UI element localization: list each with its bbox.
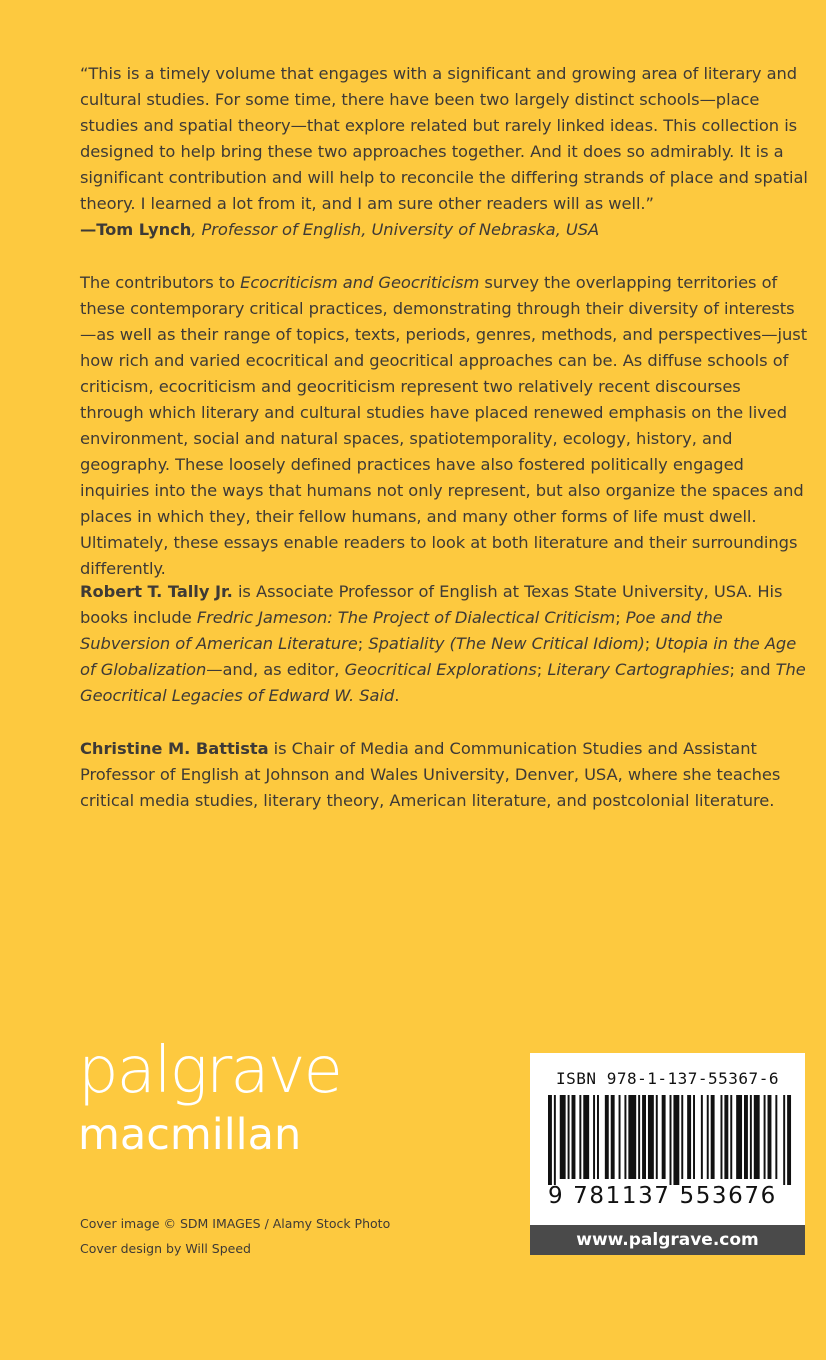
barcode-bar xyxy=(605,1095,609,1179)
publisher-logo-line1: palgrave xyxy=(78,1034,341,1108)
barcode-bar xyxy=(638,1095,640,1179)
barcode-bar xyxy=(624,1095,626,1179)
barcode-bar xyxy=(754,1095,760,1179)
barcode-bar xyxy=(687,1095,691,1179)
description-intro: The contributors to xyxy=(80,273,241,292)
tally-sep-6: ; and xyxy=(729,660,776,679)
tally-sep-1: ; xyxy=(615,608,626,627)
barcode-bar xyxy=(744,1095,748,1179)
barcode-bar xyxy=(768,1095,772,1179)
quote-text: “This is a timely volume that engages with a significant and growing area of literary and cultural studies. For some time, there have been two largely distinct schools—place studies and spatial theory—that explore related but rarely linked ideas. This collection is designed to help bring these two approaches together. And it does so admirably. It is a significant contribution and will help to reconcile the differing strands of place and spatial theory. I learned a lot from it, and I am sure other readers will as well.” xyxy=(80,64,808,213)
cover-credits xyxy=(80,1211,390,1261)
tally-sep-4: —and, as editor, xyxy=(206,660,345,679)
barcode-bar xyxy=(673,1095,679,1185)
tally-book-4: Utopia in the Age of Globalization xyxy=(80,634,797,679)
tally-book-1: Fredric Jameson: The Project of Dialectical Criticism xyxy=(196,608,616,627)
isbn-label: ISBN 978-1-137-55367-6 xyxy=(556,1069,779,1088)
barcode-bar xyxy=(572,1095,576,1179)
barcode-bar xyxy=(611,1095,615,1179)
barcode-bar xyxy=(711,1095,715,1179)
barcode-bar xyxy=(764,1095,766,1179)
barcode-bar xyxy=(554,1095,556,1185)
barcode-bar xyxy=(642,1095,646,1179)
barcode-bar xyxy=(656,1095,658,1179)
barcode-bar xyxy=(693,1095,695,1179)
barcode-bar xyxy=(670,1095,672,1185)
publisher-logo-line2: macmillan xyxy=(78,1110,302,1160)
barcode-bar xyxy=(783,1095,785,1185)
tally-sep-3: ; xyxy=(644,634,656,653)
publisher-url: www.palgrave.com xyxy=(530,1225,805,1255)
tally-sep-2: ; xyxy=(357,634,369,653)
author-bio-battista xyxy=(80,736,808,814)
tally-book-2: Poe and the Subversion of American Literature xyxy=(80,608,723,653)
barcode-bar xyxy=(701,1095,703,1179)
publisher-logo xyxy=(78,1035,341,1159)
barcode-bar xyxy=(724,1095,728,1179)
barcode-digits: 9 781137 553676 xyxy=(548,1183,777,1209)
barcode-bar xyxy=(730,1095,732,1179)
barcode-bar xyxy=(619,1095,621,1179)
tally-book-5: Geocritical Explorations xyxy=(344,660,537,679)
barcode-bar xyxy=(750,1095,752,1179)
tally-book-3: Spatiality (The New Critical Idiom) xyxy=(368,634,645,653)
barcode-bar xyxy=(593,1095,595,1179)
barcode-bar xyxy=(648,1095,654,1179)
quote-attribution-name: —Tom Lynch xyxy=(80,220,192,239)
barcode-bar xyxy=(579,1095,581,1179)
tally-name: Robert T. Tally Jr. xyxy=(80,582,233,601)
barcode-bar xyxy=(548,1095,552,1185)
quote-attribution-title: , Professor of English, University of Nebraska, USA xyxy=(191,220,600,239)
cover-image-credit: Cover image © SDM IMAGES / Alamy Stock Photo xyxy=(80,1216,391,1231)
barcode-bars xyxy=(548,1095,793,1185)
barcode-bar xyxy=(628,1095,636,1179)
description-body: survey the overlapping territories of these contemporary critical practices, demonstrating through their diversity of interests—as well as their range of topics, texts, periods, genres, methods, and perspectives—just how rich and varied ecocritical and geocritical approaches can be. As diffuse schools of criticism, ecocriticism and geocriticism represent two relatively recent discourses through which literary and cultural studies have placed renewed emphasis on the lived environment, social and natural spaces, spatiotemporality, ecology, history, and geography. These loosely defined practices have also fostered politically engaged inquiries into the ways that humans not only represent, but also organize the spaces and places in which they, their fellow humans, and many other forms of life must dwell. Ultimately, these essays enable readers to look at both literature and their surroundings differently. xyxy=(80,273,808,578)
tally-sep-5: ; xyxy=(536,660,548,679)
tally-sep-7: . xyxy=(394,686,400,705)
endorsement-quote xyxy=(80,61,808,243)
barcode-bar xyxy=(787,1095,791,1185)
tally-book-7: The Geocritical Legacies of Edward W. Said xyxy=(80,660,806,705)
book-description xyxy=(80,270,808,582)
battista-name: Christine M. Battista xyxy=(80,739,269,758)
tally-text-1: is Associate Professor of English at Texas State University, USA. His books include xyxy=(80,582,783,627)
barcode-bar xyxy=(720,1095,722,1179)
tally-book-6: Literary Cartographies xyxy=(547,660,730,679)
barcode-bar xyxy=(707,1095,709,1179)
barcode-bar xyxy=(681,1095,683,1179)
isbn-barcode xyxy=(530,1053,805,1226)
barcode-bar xyxy=(736,1095,742,1179)
author-bio-tally xyxy=(80,579,808,709)
cover-design-credit: Cover design by Will Speed xyxy=(80,1241,251,1256)
barcode-bar xyxy=(560,1095,566,1179)
description-book-title: Ecocriticism and Geocriticism xyxy=(240,273,480,292)
barcode-bar xyxy=(597,1095,599,1179)
barcode-bar xyxy=(583,1095,589,1179)
barcode-bar xyxy=(775,1095,777,1179)
barcode-bar xyxy=(662,1095,666,1179)
battista-text: is Chair of Media and Communication Studies and Assistant Professor of English at Johnson and Wales University, Denver, USA, where she teaches critical media studies, literary theory, American literature, and postcolonial literature. xyxy=(80,739,781,810)
barcode-bar xyxy=(568,1095,570,1179)
